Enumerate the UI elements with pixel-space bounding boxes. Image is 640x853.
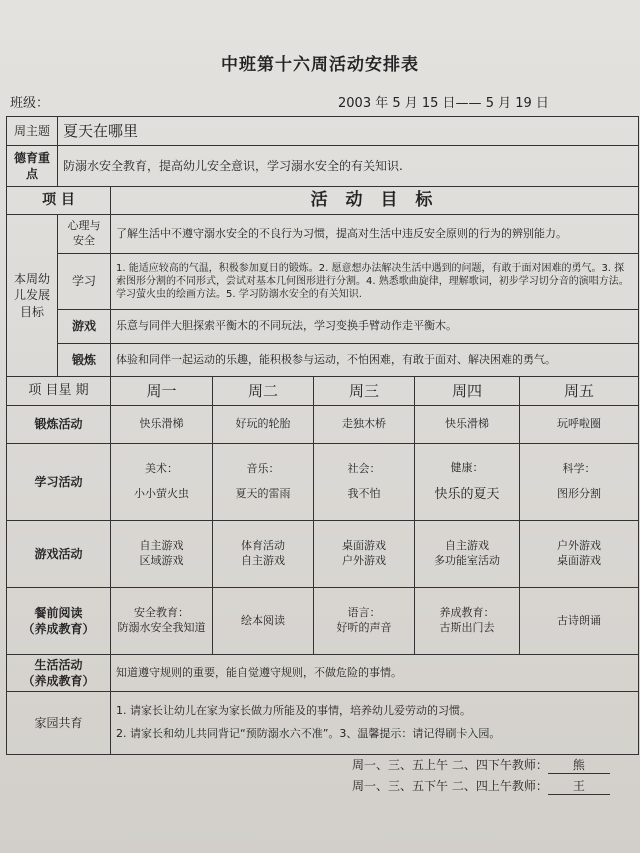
reading-cell [213,587,314,654]
learning-topic: 快乐的夏天 [434,486,500,502]
teacher-schedule: 周一、三、五上午 二、四下午教师： [352,758,548,772]
day-friday: 周五 [520,376,639,405]
theme-value: 夏天在哪里 [58,117,639,146]
games-cell [111,520,213,587]
reading-cell [111,587,213,654]
day-wednesday: 周三 [314,376,415,405]
reading-row [7,587,639,654]
games-label: 游戏活动 [7,520,111,587]
home-value [111,692,639,755]
exercise-cell: 好玩的轮胎 [213,405,314,443]
learning-subject: 科学： [562,462,596,476]
exercise-label: 锻炼活动 [7,405,111,443]
games-line: 桌面游戏 [557,553,602,567]
games-line: 多功能室活动 [434,553,500,567]
reading-label [7,587,111,654]
learning-cell [415,443,520,520]
exercise-cell: 快乐滑梯 [415,405,520,443]
schedule-table [6,116,639,755]
home-line: 1. 请家长让幼儿在家为家长做力所能及的事情，培养幼儿爱劳动的习惯。 [116,704,471,718]
reading-line: 古诗朗诵 [557,613,602,627]
goal-area: 学习 [58,253,111,309]
learning-row [7,443,639,520]
reading-cell [520,587,639,654]
games-line: 桌面游戏 [342,539,386,553]
games-cell [415,520,520,587]
date-range: 2003 年 5 月 15 日—— 5 月 19 日 [338,96,549,111]
reading-line: 安全教育： [134,606,189,620]
reading-line: 古斯出门去 [439,620,495,634]
theme-label: 周主题 [7,117,58,146]
dev-goals-label: 本周幼儿发展目标 [7,214,58,376]
learning-cell [111,443,213,520]
games-line: 自主游戏 [139,539,184,553]
games-line: 区域游戏 [139,553,184,567]
learning-topic: 图形分割 [557,486,602,500]
reading-line: 养成教育： [439,606,495,620]
goal-area: 游戏 [58,309,111,343]
games-line: 自主游戏 [241,553,285,567]
learning-label: 学习活动 [7,443,111,520]
goal-header-row [7,187,639,215]
moral-label: 德育重点 [7,146,58,187]
learning-subject: 美术： [145,462,178,476]
goal-row [7,343,639,376]
goal-area: 心理与安全 [58,214,111,253]
goal-row [7,214,639,253]
games-line: 户外游戏 [342,553,386,567]
life-label [7,654,111,691]
games-cell [213,520,314,587]
exercise-row [7,405,639,443]
life-row [7,654,639,691]
reading-cell [415,587,520,654]
goal-text: 乐意与同伴大胆探索平衡木的不同玩法，学习变换手臂动作走平衡木。 [111,309,639,343]
home-row [7,692,639,755]
goal-area: 锻炼 [58,343,111,376]
learning-topic: 小小萤火虫 [134,486,189,500]
goal-row [7,309,639,343]
games-line: 户外游戏 [557,539,602,553]
reading-line: 语言： [347,606,381,620]
weekday-header-row [7,376,639,405]
reading-cell [314,587,415,654]
learning-subject: 健康： [450,460,484,474]
life-label-line: （养成教育） [22,674,95,689]
page-title: 中班第十六周活动安排表 [221,55,419,75]
games-cell [520,520,639,587]
learning-subject: 音乐： [246,462,280,476]
moral-value: 防溺水安全教育，提高幼儿安全意识，学习溺水安全的有关知识. [58,146,639,187]
teacher-signature-row [352,777,610,795]
week-header: 项 目星 期 [7,376,111,405]
goal-header: 活 动 目 标 [111,187,639,215]
learning-topic: 夏天的雷雨 [235,486,291,500]
exercise-cell: 快乐滑梯 [111,405,213,443]
class-label: 班级： [10,96,50,111]
games-line: 自主游戏 [445,539,489,553]
exercise-cell: 走独木桥 [314,405,415,443]
reading-label-line: 餐前阅读 [34,605,83,620]
reading-line: 绘本阅读 [241,613,285,627]
theme-row [7,117,639,146]
games-cell [314,520,415,587]
home-label: 家园共育 [7,692,111,755]
teacher-name: 熊 [548,756,610,774]
learning-subject: 社会： [347,462,381,476]
teacher-schedule: 周一、三、五下午 二、四上午教师： [352,779,548,793]
exercise-cell: 玩呼啦圈 [520,405,639,443]
goal-text: 1. 能适应较高的气温，积极参加夏日的锻炼。2. 愿意想办法解决生活中遇到的问题，有敢于面对困难的勇气。3. 探索图形分割的不同形式，尝试对基本几何图形进行分割。4. 熟悉歌曲旋律，理解歌词，初步学习切分音的演唱方法。学习萤火虫的绘画方法。5. 学习防溺水安全的有关知识. [111,253,639,309]
learning-cell [213,443,314,520]
goal-text: 体验和同伴一起运动的乐趣，能积极参与运动，不怕困难，有敢于面对、解决困难的勇气。 [111,343,639,376]
learning-topic: 我不怕 [347,486,381,500]
reading-line: 好听的声音 [336,620,392,634]
games-row [7,520,639,587]
day-tuesday: 周二 [213,376,314,405]
day-monday: 周一 [111,376,213,405]
life-label-line: 生活活动 [34,657,83,672]
item-header: 项 目 [7,187,111,215]
games-line: 体育活动 [241,539,285,553]
reading-line: 防溺水安全我知道 [117,620,206,634]
home-line: 2. 请家长和幼儿共同背记“预防溺水六不准”。3、温馨提示：请记得刷卡入园。 [116,727,501,741]
learning-cell [314,443,415,520]
goal-text: 了解生活中不遵守溺水安全的不良行为习惯，提高对生活中违反安全原则的行为的辨别能力。 [111,214,639,253]
reading-label-line: （养成教育） [22,621,95,636]
day-thursday: 周四 [415,376,520,405]
life-value: 知道遵守规则的重要，能自觉遵守规则，不做危险的事情。 [111,654,639,691]
goal-row [7,253,639,309]
moral-row [7,146,639,187]
teacher-name: 王 [548,777,610,795]
learning-cell [520,443,639,520]
teacher-signature-row [352,756,610,774]
